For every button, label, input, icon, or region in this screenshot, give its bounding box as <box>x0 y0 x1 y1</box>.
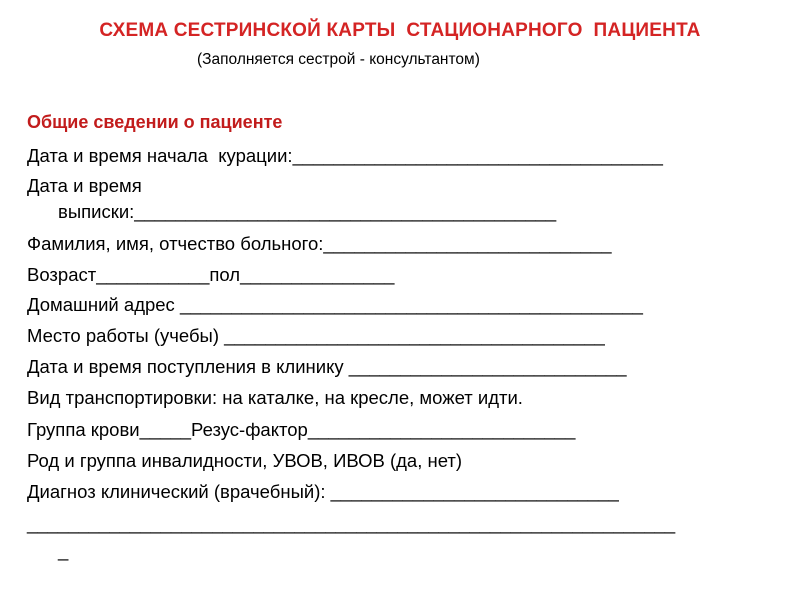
disability-group-line: Род и группа инвалидности, УВОВ, ИВОВ (да, нет) <box>27 450 463 471</box>
document-subtitle: (Заполняется сестрой - консультантом) <box>197 51 480 68</box>
patient-full-name-field: Фамилия, имя, отчество больного:____________________________ <box>27 233 612 254</box>
transport-type-line: Вид транспортировки: на каталке, на кресле, может идти. <box>27 387 523 408</box>
workplace-field: Место работы (учебы) _____________________________________ <box>27 325 605 346</box>
clinical-diagnosis-end-mark: _ <box>58 540 69 561</box>
admission-datetime-field: Дата и время поступления в клинику ___________________________ <box>27 356 627 377</box>
document-title: СХЕМА СЕСТРИНСКОЙ КАРТЫ СТАЦИОНАРНОГО ПАЦИЕНТА <box>99 20 701 41</box>
age-sex-field: Возраст___________пол_______________ <box>27 264 395 285</box>
discharge-datetime-field: выписки:_________________________________________ <box>58 201 557 222</box>
home-address-field: Домашний адрес _____________________________________________ <box>27 294 643 315</box>
clinical-diagnosis-field: Диагноз клинический (врачебный): ____________________________ <box>27 481 619 502</box>
blood-group-rh-field: Группа крови_____Резус-фактор__________________________ <box>27 419 576 440</box>
discharge-datetime-label: Дата и время <box>27 175 142 196</box>
admission-curation-datetime-field: Дата и время начала курации:____________________________________ <box>27 145 663 166</box>
section-heading: Общие сведении о пациенте <box>27 112 283 132</box>
clinical-diagnosis-continuation: _______________________________________________________________ <box>27 513 676 534</box>
